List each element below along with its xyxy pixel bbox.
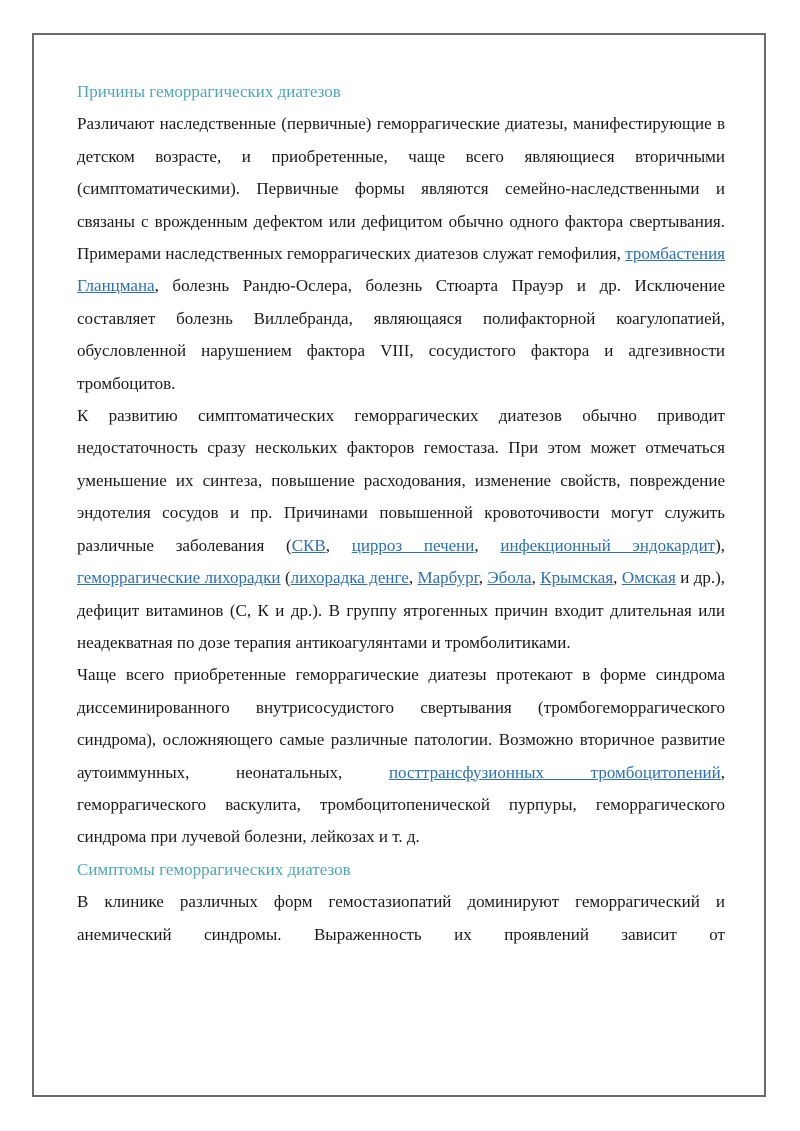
paragraph-text: , болезнь Рандю-Ослера, болезнь Стюарта Прауэр и др. Исключение составляет болезнь Виллебранда, являющаяся полифакторной коагулопатией, обусловленной нарушением фактора VIII, сосудистого фактора и адгезивности тромбоцитов. — [77, 276, 725, 393]
link-dengue-fever[interactable]: лихорадка денге — [290, 568, 409, 588]
separator: ( — [280, 568, 291, 588]
link-glanzmann-thrombasthenia[interactable]: тромбастения Гланцмана — [77, 244, 725, 296]
paragraph-text: К развитию симптоматических геморрагических диатезов обычно приводит недостаточность сразу нескольких факторов гемостаза. При этом может отмечаться уменьшение их синтеза, повышение расходования, изменение свойств, повреждение эндотелия сосудов и пр. Причинами повышенной кровоточивости могут служить различные заболевания ( — [77, 406, 725, 555]
document-body — [77, 76, 725, 951]
section-heading-symptoms: Симптомы геморрагических диатезов — [77, 859, 351, 879]
page-frame — [32, 33, 766, 1097]
link-omsk[interactable]: Омская — [621, 568, 676, 588]
separator: , — [408, 568, 418, 588]
link-infective-endocarditis[interactable]: инфекционный эндокардит — [500, 535, 716, 555]
paragraph-text: , геморрагического васкулита, тромбоцитопенической пурпуры, геморрагического синдрома при лучевой болезни, лейкозах и т. д. — [77, 762, 725, 847]
paragraph-acquired-dic — [77, 659, 725, 853]
link-skv[interactable]: СКВ — [291, 535, 326, 555]
separator: , — [325, 535, 352, 555]
paragraph-text: и др.), дефицит витаминов (С, К и др.). В группу ятрогенных причин входит длительная или неадекватная по дозе терапия антикоагулянтами и тромболитиками. — [77, 568, 726, 652]
section-heading-causes: Причины геморрагических диатезов — [77, 82, 341, 101]
separator: , — [474, 535, 501, 555]
link-post-transfusion-thrombocytopenia[interactable]: посттрансфузионных тромбоцитопений — [388, 762, 721, 782]
link-liver-cirrhosis[interactable]: цирроз печени — [351, 535, 475, 555]
paragraph-text: Чаще всего приобретенные геморрагические диатезы протекают в форме синдрома диссеминированного внутрисосудистого свертывания (тромбогеморрагического синдрома), осложняющего самые различные патологии. Возможно вторичное развитие аутоиммунных, неонатальных, — [77, 665, 725, 782]
link-hemorrhagic-fevers[interactable]: геморрагические лихорадки — [77, 568, 281, 588]
separator: , — [531, 568, 541, 588]
paragraph-text: Различают наследственные (первичные) геморрагические диатезы, манифестирующие в детском возрасте, и приобретенные, чаще всего являющиеся вторичными (симптоматическими). Первичные формы являются семейно-наследственными и связаны с врожденным дефектом или дефицитом обычно одного фактора свертывания. Примерами наследственных геморрагических диатезов служат гемофилия, — [77, 114, 725, 264]
paragraph-clinical-syndromes: В клинике различных форм гемостазиопатий доминируют геморрагический и анемический синдромы. Выраженность их проявлений зависит от — [77, 892, 725, 944]
link-crimean[interactable]: Крымская — [540, 568, 614, 588]
separator: , — [613, 568, 622, 588]
paragraph-hereditary-diatheses — [77, 108, 725, 400]
separator: ), — [715, 535, 726, 555]
link-marburg[interactable]: Марбург — [417, 568, 479, 588]
link-ebola[interactable]: Эбола — [487, 568, 532, 588]
paragraph-symptomatic-diatheses — [77, 400, 725, 659]
separator: , — [478, 568, 488, 588]
